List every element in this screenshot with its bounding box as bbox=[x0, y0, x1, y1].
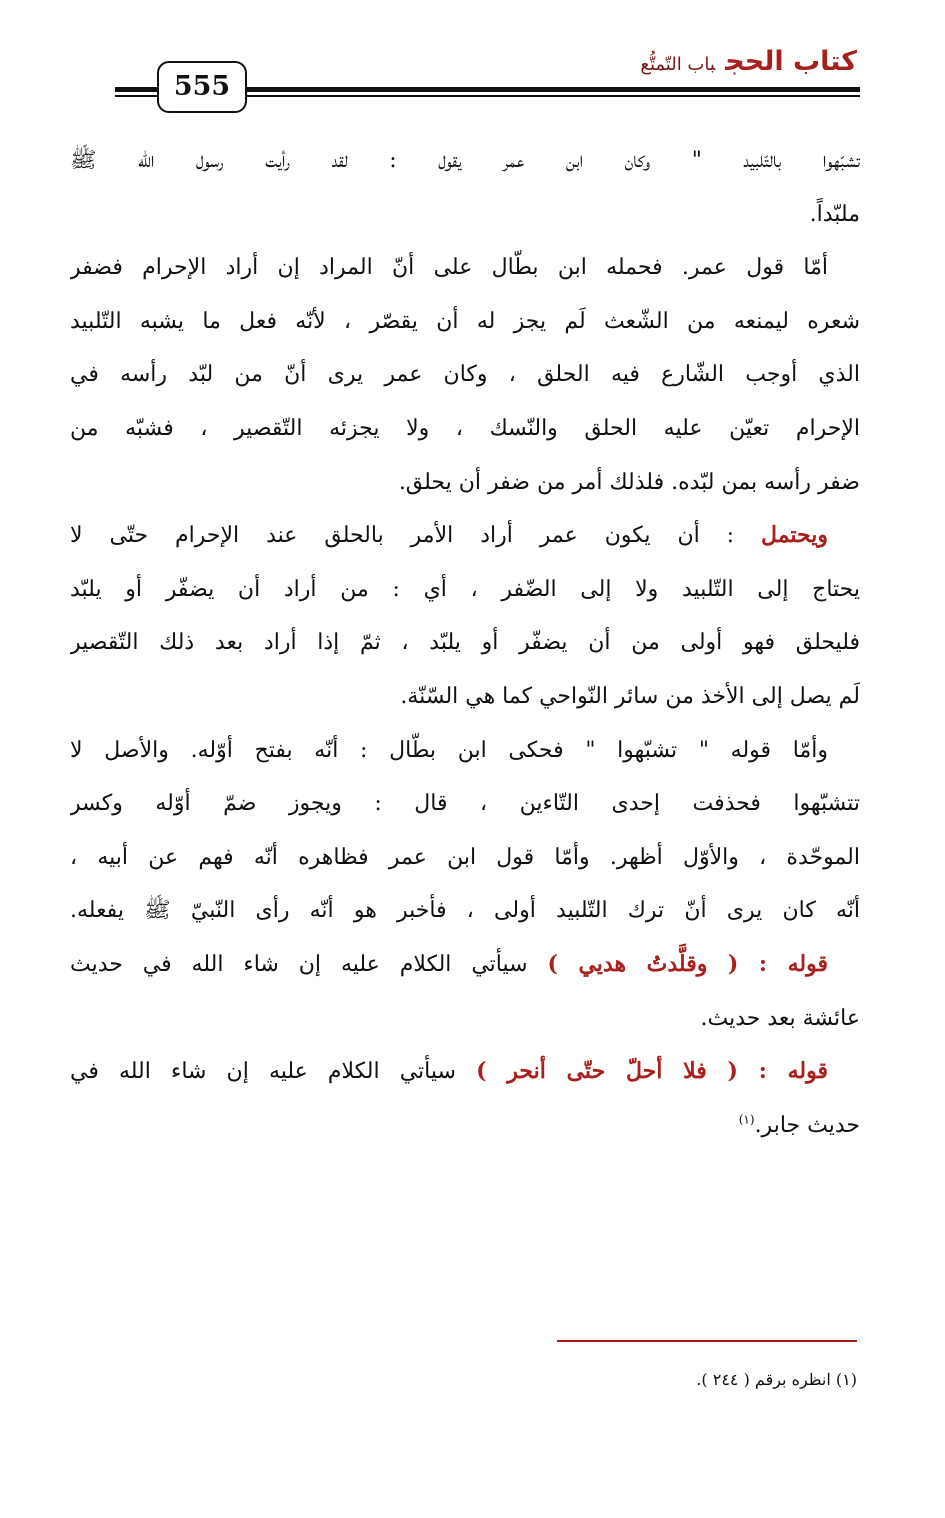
paragraph-lead: قوله : ( وقلَّدتُ هديي ) bbox=[547, 950, 828, 977]
text-line bbox=[70, 134, 860, 188]
text-line bbox=[70, 992, 860, 1046]
text-line bbox=[70, 938, 860, 992]
header-rule-left-thick bbox=[115, 87, 161, 92]
line-text: فليحلق فهو أولى من أن يضفّر أو يلبّد ، ثمّ إذا أراد بعد ذلك التّقصير bbox=[70, 630, 860, 656]
line-text: : أن يكون عمر أراد الأمر بالحلق عند الإحرام حتّى لا bbox=[70, 523, 762, 549]
text-line bbox=[70, 884, 860, 938]
text-line bbox=[70, 1045, 860, 1099]
text-line bbox=[70, 241, 860, 295]
paragraph-lead: ويحتمل bbox=[761, 522, 828, 549]
text-line bbox=[70, 188, 860, 242]
header-title bbox=[640, 46, 857, 77]
footnote-reference[interactable]: (١) bbox=[738, 1112, 755, 1127]
header-rule-right-thick bbox=[243, 87, 860, 92]
header-rule-right-thin bbox=[243, 95, 860, 97]
paragraph-lead: قوله : ( فلا أحلّ حتّى أنحر ) bbox=[476, 1058, 828, 1085]
line-text: الذي أوجب الشّارع فيه الحلق ، وكان عمر يرى أنّ من لبّد رأسه في bbox=[70, 362, 860, 388]
text-line bbox=[70, 777, 860, 831]
line-text: الموحّدة ، والأوّل أظهر. وأمّا قول ابن عمر فظاهره أنّه فهم عن أبيه ، bbox=[70, 844, 860, 870]
line-text: الإحرام تعيّن عليه الحلق والنّسك ، ولا يجزئه التّقصير ، فشبّه من bbox=[70, 415, 860, 441]
text-line bbox=[70, 295, 860, 349]
line-text: أنّه كان يرى أنّ ترك التّلبيد أولى ، فأخبر هو أنّه رأى النّبيّ ﷺ يفعله. bbox=[70, 898, 860, 924]
page-number: 555 bbox=[157, 61, 247, 113]
text-line bbox=[70, 1099, 860, 1153]
chapter-title: باب التّمتُّع bbox=[640, 54, 716, 75]
line-text: سيأتي الكلام عليه إن شاء الله في حديث bbox=[70, 951, 548, 977]
line-text: يحتاج إلى التّلبيد ولا إلى الضّفر ، أي : من أراد أن يضفّر أو يلبّد bbox=[70, 576, 860, 602]
line-text: لَم يصل إلى الأخذ من سائر النّواحي كما هي السّنّة. bbox=[400, 683, 860, 709]
text-line bbox=[70, 456, 860, 510]
footnote: (١) انظره برقم ( ٢٤٤ ). bbox=[696, 1370, 857, 1389]
line-text: وأمّا قوله " تشبّهوا " فحكى ابن بطّال : أنّه بفتح أوّله. والأصل لا bbox=[70, 737, 828, 763]
line-text: ملبّداً. bbox=[809, 201, 860, 227]
line-text: ضفر رأسه بمن لبّده. فلذلك أمر من ضفر أن يحلق. bbox=[398, 469, 860, 495]
line-text: سيأتي الكلام عليه إن شاء الله في bbox=[70, 1059, 477, 1085]
header-rule-left-thin bbox=[115, 95, 161, 97]
line-text: عائشة بعد حديث. bbox=[700, 1005, 860, 1031]
footnote-divider bbox=[557, 1340, 857, 1342]
text-line bbox=[70, 563, 860, 617]
text-line bbox=[70, 831, 860, 885]
line-text: أمّا قول عمر. فحمله ابن بطّال على أنّ المراد إن أراد الإحرام فضفر bbox=[70, 255, 828, 281]
page-header bbox=[0, 0, 945, 110]
body-text bbox=[70, 134, 860, 1152]
book-title: كتاب الحج bbox=[725, 46, 857, 77]
line-text: حديث جابر. bbox=[754, 1112, 860, 1138]
text-line bbox=[70, 724, 860, 778]
text-line bbox=[70, 616, 860, 670]
text-line bbox=[70, 402, 860, 456]
line-text: شعره ليمنعه من الشّعث لَم يجز له أن يقصّر ، لأنّه فعل ما يشبه التّلبيد bbox=[70, 308, 860, 334]
text-line bbox=[70, 670, 860, 724]
text-line bbox=[70, 348, 860, 402]
text-line bbox=[70, 509, 860, 563]
line-text: تشبّهوا بالتّلبيد " وكان ابن عمر يقول : لقد رأيت رسول الله ﷺ bbox=[70, 148, 860, 173]
line-text: تتشبّهوا فحذفت إحدى التّاءين ، قال : ويجوز ضمّ أوّله وكسر bbox=[70, 791, 860, 817]
